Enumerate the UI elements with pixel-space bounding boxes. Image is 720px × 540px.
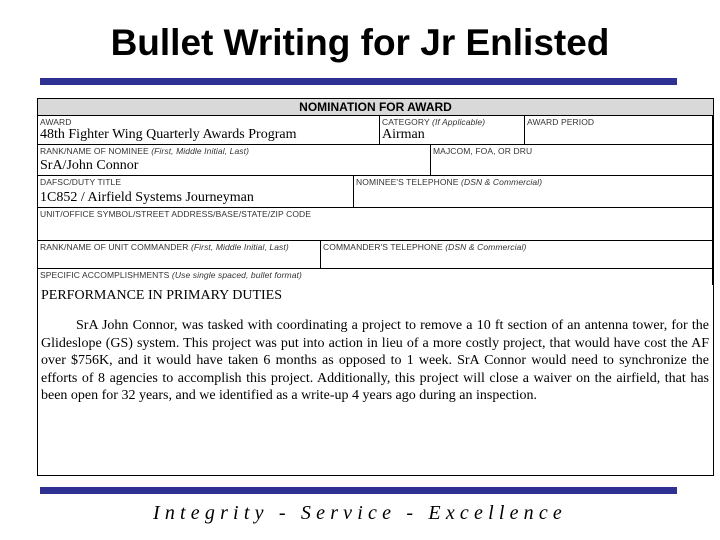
nominee-name-hint: (First, Middle Initial, Last) — [151, 146, 250, 156]
dafsc-label: DAFSC/DUTY TITLE — [40, 177, 122, 187]
core-values-motto: Integrity - Service - Excellence — [152, 502, 568, 524]
unit-address-label: UNIT/OFFICE SYMBOL/STREET ADDRESS/BASE/STATE/ZIP CODE — [40, 209, 312, 219]
top-divider — [40, 78, 677, 85]
commander-phone-field[interactable] — [321, 241, 713, 269]
award-period-field[interactable] — [525, 116, 713, 145]
nominee-phone-label: NOMINEE'S TELEPHONE (DSN & Commercial) — [356, 177, 543, 187]
category-hint: (If Applicable) — [432, 117, 486, 127]
award-period-label: AWARD PERIOD — [527, 117, 595, 127]
unit-address-field[interactable] — [38, 208, 713, 241]
majcom-field[interactable] — [431, 145, 713, 176]
nominee-name-field[interactable] — [38, 145, 431, 176]
category-field[interactable] — [380, 116, 525, 145]
category-label: CATEGORY (If Applicable) — [382, 117, 486, 127]
nomination-form — [37, 98, 714, 476]
award-field[interactable] — [38, 116, 380, 145]
accomplishments-hint: (Use single spaced, bullet format) — [171, 270, 302, 280]
nominee-phone-field[interactable] — [354, 176, 713, 208]
nominee-phone-hint: (DSN & Commercial) — [461, 177, 543, 187]
form-title: NOMINATION FOR AWARD — [38, 99, 713, 116]
award-value: 48th Fighter Wing Quarterly Awards Program — [40, 127, 297, 142]
nominee-name-value: SrA/John Connor — [40, 158, 139, 173]
section-heading: PERFORMANCE IN PRIMARY DUTIES — [41, 288, 283, 303]
accomplishments-header — [38, 269, 713, 285]
commander-name-hint: (First, Middle Initial, Last) — [190, 242, 289, 252]
dafsc-value: 1C852 / Airfield Systems Journeyman — [40, 190, 254, 205]
bottom-divider — [40, 487, 677, 494]
accomplishment-narrative[interactable]: SrA John Connor, was tasked with coordinating a project to remove a 10 ft section of an antenna tower, for the Glideslope (GS) system. This project was put into action in lieu of a more costly project, that would have cost the AF over $756K, and it would have taken 6 months as opposed to 1 week. SrA Connor would need to synchronize the efforts of 8 agencies to accomplish this project. Additionally, this project will close a waiver on the airfield, that has been open for 32 years, and we identified as a write-up 4 years ago during an inspection. — [41, 318, 709, 403]
commander-phone-hint: (DSN & Commercial) — [445, 242, 527, 252]
commander-name-label: RANK/NAME OF UNIT COMMANDER (First, Middle Initial, Last) — [40, 242, 289, 252]
dafsc-field[interactable] — [38, 176, 354, 208]
commander-phone-label: COMMANDER'S TELEPHONE (DSN & Commercial) — [323, 242, 527, 252]
nominee-name-label: RANK/NAME OF NOMINEE (First, Middle Initial, Last) — [40, 146, 250, 156]
slide-title: Bullet Writing for Jr Enlisted — [110, 22, 610, 63]
majcom-label: MAJCOM, FOA, OR DRU — [433, 146, 533, 156]
award-label: AWARD — [40, 117, 72, 127]
category-value: Airman — [382, 127, 425, 142]
commander-name-field[interactable] — [38, 241, 321, 269]
accomplishments-label: SPECIFIC ACCOMPLISHMENTS (Use single spaced, bullet format) — [40, 270, 302, 280]
